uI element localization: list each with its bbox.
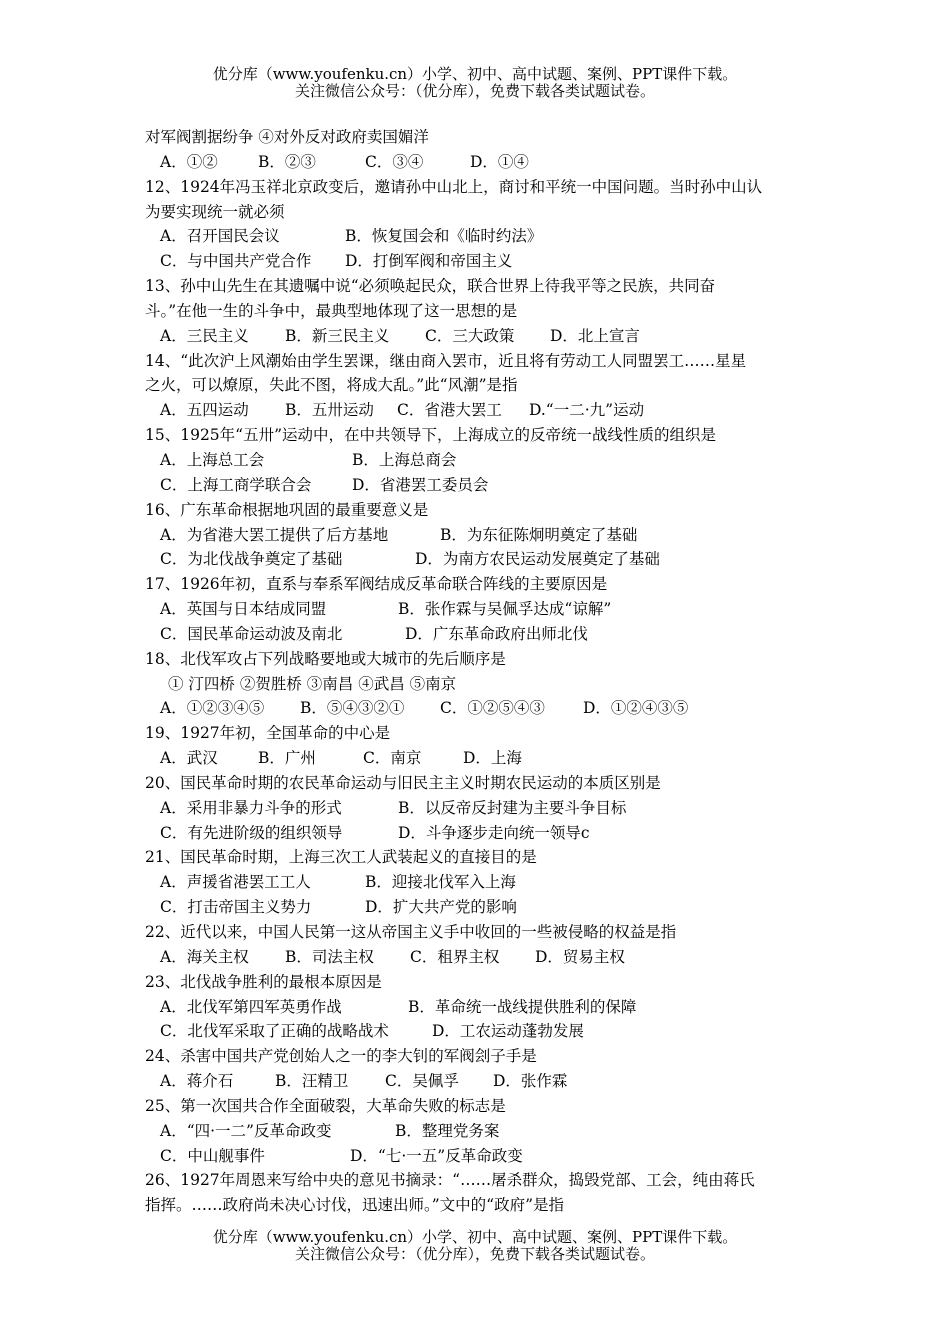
q11-stem: 对军阀割据纷争 ④对外反对政府卖国媚洋 bbox=[145, 128, 429, 146]
q26-stem-2: 指挥。……政府尚未决心讨伐，迅速出师。”文中的“政府”是指 bbox=[145, 1196, 565, 1215]
q12-stem-2: 为要实现统一就必须 bbox=[145, 202, 285, 221]
q11-option-d: D．①④ bbox=[470, 152, 529, 171]
q17-option-c: C．国民革命运动波及南北 bbox=[160, 624, 343, 643]
q19-options bbox=[145, 746, 815, 771]
q24-option-a: A．蒋介石 bbox=[160, 1072, 234, 1091]
q16-options-row-2 bbox=[145, 547, 815, 572]
q22-option-c: C．租界主权 bbox=[410, 947, 500, 966]
q12-option-c: C．与中国共产党合作 bbox=[160, 252, 312, 271]
q18-items: ① 汀四桥 ②贺胜桥 ③南昌 ④武昌 ⑤南京 bbox=[168, 674, 457, 693]
q17-option-a: A．英国与日本结成同盟 bbox=[160, 600, 327, 619]
q13-stem-1: 13、孙中山先生在其遗嘱中说“必须唤起民众，联合世界上待我平等之民族，共同奋 bbox=[145, 277, 716, 296]
q21-stem: 21、国民革命时期，上海三次工人武装起义的直接目的是 bbox=[145, 848, 537, 867]
q12-option-d: D．打倒军阀和帝国主义 bbox=[345, 252, 513, 271]
q15-options-row-1 bbox=[145, 448, 815, 473]
header-line-1: 优分库（www.youfenku.cn）小学、初中、高中试题、案例、PPT课件下载。 bbox=[212, 65, 738, 83]
q25-stem: 25、第一次国共合作全面破裂，大革命失败的标志是 bbox=[145, 1096, 506, 1115]
q16-options-row-1 bbox=[145, 523, 815, 548]
q18-options bbox=[145, 696, 815, 721]
q21-option-a: A．声援省港罢工工人 bbox=[160, 873, 311, 892]
q24-option-c: C．吴佩孚 bbox=[385, 1072, 459, 1091]
q15-option-c: C．上海工商学联合会 bbox=[160, 475, 312, 494]
page-footer bbox=[0, 1229, 950, 1263]
q23-options-row-2 bbox=[145, 1019, 815, 1044]
q13-options bbox=[145, 324, 815, 349]
q12-stem-1: 12、1924年冯玉祥北京政变后，邀请孙中山北上，商讨和平统一中国问题。当时孙中山认 bbox=[145, 177, 763, 196]
q24-options bbox=[145, 1069, 815, 1094]
q14-stem-2: 之火，可以燎原，失此不图，将成大乱。”此“风潮”是指 bbox=[145, 376, 518, 395]
q23-stem: 23、北伐战争胜利的最根本原因是 bbox=[145, 972, 382, 991]
q25-option-b: B．整理党务案 bbox=[395, 1121, 500, 1140]
q12-option-a: A．召开国民会议 bbox=[160, 227, 280, 246]
q23-option-b: B．革命统一战线提供胜利的保障 bbox=[408, 997, 637, 1016]
q20-options-row-2 bbox=[145, 821, 815, 846]
q20-option-d: D．斗争逐步走向统一领导c bbox=[398, 823, 590, 842]
q20-options-row-1 bbox=[145, 796, 815, 821]
q16-option-d: D．为南方农民运动发展奠定了基础 bbox=[415, 550, 660, 569]
q21-option-d: D．扩大共产党的影响 bbox=[365, 898, 517, 917]
footer-line-2: 关注微信公众号：（优分库），免费下载各类试题试卷。 bbox=[294, 1245, 655, 1263]
q21-options-row-1 bbox=[145, 870, 815, 895]
q13-option-b: B．新三民主义 bbox=[285, 326, 390, 345]
q25-option-a: A．“四·一二”反革命政变 bbox=[160, 1121, 332, 1140]
q15-option-d: D．省港罢工委员会 bbox=[352, 475, 489, 494]
q13-stem-2: 斗。”在他一生的斗争中，最典型地体现了这一思想的是 bbox=[145, 301, 518, 320]
q17-stem: 17、1926年初，直系与奉系军阀结成反革命联合阵线的主要原因是 bbox=[145, 575, 608, 594]
q12-option-b: B．恢复国会和《临时约法》 bbox=[345, 227, 543, 246]
q22-option-d: D．贸易主权 bbox=[535, 947, 625, 966]
q19-option-d: D．上海 bbox=[463, 749, 522, 768]
q12-options-row-2 bbox=[145, 249, 815, 274]
q22-stem: 22、近代以来，中国人民第一这从帝国主义手中收回的一些被侵略的权益是指 bbox=[145, 923, 677, 941]
q20-stem: 20、国民革命时期的农民革命运动与旧民主主义时期农民运动的本质区别是 bbox=[145, 773, 661, 792]
q25-options-row-1 bbox=[145, 1119, 815, 1144]
q16-option-c: C．为北伐战争奠定了基础 bbox=[160, 550, 343, 569]
q14-option-c: C．省港大罢工 bbox=[397, 401, 502, 420]
question-list bbox=[145, 125, 815, 1218]
q17-option-b: B．张作霖与吴佩孚达成“谅解” bbox=[398, 600, 612, 619]
q24-stem: 24、杀害中国共产党创始人之一的李大钊的军阀刽子手是 bbox=[145, 1047, 537, 1066]
q11-option-a: A．①② bbox=[160, 152, 218, 171]
q23-options-row-1 bbox=[145, 995, 815, 1020]
q18-option-a: A．①②③④⑤ bbox=[160, 699, 265, 718]
q21-options-row-2 bbox=[145, 895, 815, 920]
q15-option-b: B．上海总商会 bbox=[352, 450, 457, 469]
q16-option-b: B．为东征陈炯明奠定了基础 bbox=[440, 525, 638, 544]
q16-option-a: A．为省港大罢工提供了后方基地 bbox=[160, 525, 389, 544]
q19-stem: 19、1927年初，全国革命的中心是 bbox=[145, 724, 391, 743]
q14-stem-1: 14、“此次沪上风潮始由学生罢课，继由商入罢市，近且将有劳动工人同盟罢工……星星 bbox=[145, 351, 747, 370]
q14-options bbox=[145, 398, 815, 423]
q20-option-c: C．有先进阶级的组织领导 bbox=[160, 823, 343, 842]
q17-options-row-1 bbox=[145, 597, 815, 622]
q22-option-b: B．司法主权 bbox=[285, 947, 374, 966]
q11-option-c: C．③④ bbox=[365, 152, 424, 171]
q11-option-b: B．②③ bbox=[258, 152, 316, 171]
q24-option-d: D．张作霖 bbox=[493, 1072, 568, 1091]
q20-option-a: A．采用非暴力斗争的形式 bbox=[160, 798, 342, 817]
q18-stem: 18、北伐军攻占下列战略要地或大城市的先后顺序是 bbox=[145, 649, 506, 668]
q21-option-b: B．迎接北伐军入上海 bbox=[365, 873, 516, 892]
q25-option-d: D．“七·一五”反革命政变 bbox=[350, 1146, 523, 1165]
q19-option-c: C．南京 bbox=[363, 749, 422, 768]
q18-option-d: D．①②④③⑤ bbox=[583, 699, 689, 718]
q17-option-d: D．广东革命政府出师北伐 bbox=[405, 624, 588, 643]
q19-option-b: B．广州 bbox=[258, 749, 316, 768]
q14-option-d: D.“一二·九”运动 bbox=[529, 401, 645, 420]
q23-option-d: D．工农运动蓬勃发展 bbox=[432, 1022, 584, 1041]
q15-stem: 15、1925年“五卅”运动中，在中共领导下，上海成立的反帝统一战线性质的组织是 bbox=[145, 426, 717, 445]
q25-options-row-2 bbox=[145, 1144, 815, 1169]
q26-stem-1: 26、1927年周恩来写给中央的意见书摘录：“……屠杀群众，捣毁党部、工会，纯由蒋氏 bbox=[145, 1171, 755, 1190]
q13-option-c: C．三大政策 bbox=[425, 326, 515, 345]
q16-stem: 16、广东革命根据地巩固的最重要意义是 bbox=[145, 500, 429, 519]
q14-option-a: A．五四运动 bbox=[160, 401, 249, 420]
q18-option-b: B．⑤④③②① bbox=[300, 699, 405, 718]
q23-option-c: C．北伐军采取了正确的战略战术 bbox=[160, 1022, 389, 1041]
q23-option-a: A．北伐军第四军英勇作战 bbox=[160, 997, 342, 1016]
footer-line-1: 优分库（www.youfenku.cn）小学、初中、高中试题、案例、PPT课件下载。 bbox=[212, 1228, 738, 1246]
q20-option-b: B．以反帝反封建为主要斗争目标 bbox=[398, 798, 627, 817]
q19-option-a: A．武汉 bbox=[160, 749, 218, 768]
q17-options-row-2 bbox=[145, 622, 815, 647]
q18-option-c: C．①②⑤④③ bbox=[440, 699, 545, 718]
q21-option-c: C．打击帝国主义势力 bbox=[160, 898, 312, 917]
q22-option-a: A．海关主权 bbox=[160, 947, 249, 966]
q13-option-a: A．三民主义 bbox=[160, 326, 249, 345]
q22-options bbox=[145, 945, 815, 970]
q15-options-row-2 bbox=[145, 473, 815, 498]
q13-option-d: D．北上宣言 bbox=[550, 326, 640, 345]
header-line-2: 关注微信公众号：（优分库），免费下载各类试题试卷。 bbox=[294, 82, 655, 100]
q15-option-a: A．上海总工会 bbox=[160, 450, 265, 469]
q24-option-b: B．汪精卫 bbox=[275, 1072, 349, 1091]
q12-options-row-1 bbox=[145, 224, 815, 249]
page-header bbox=[0, 66, 950, 100]
q25-option-c: C．中山舰事件 bbox=[160, 1146, 265, 1165]
q11-options bbox=[145, 150, 815, 175]
q14-option-b: B．五卅运动 bbox=[285, 401, 374, 420]
